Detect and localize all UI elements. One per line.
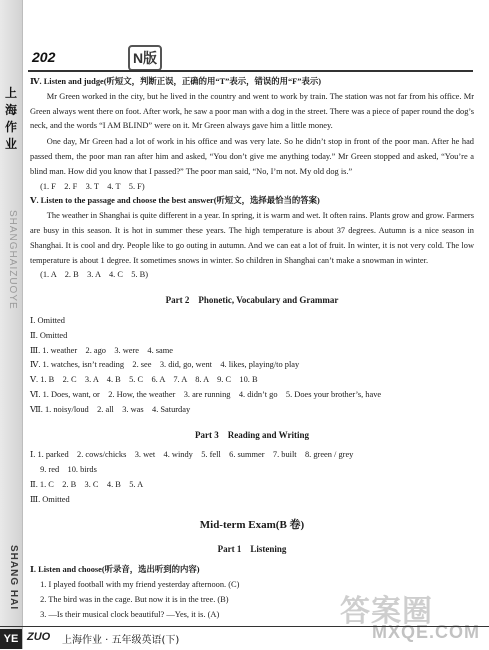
answer-line: Ⅱ. Omitted bbox=[30, 330, 68, 340]
answer-content bbox=[30, 75, 474, 622]
paragraph: One day, Mr Green had a lot of work in his office and was very late. So he didn’t stop in front of the poor man. After he had passed them, the poor man ran after him and asked, “You don’t give me anything today.” Mr Green stopped and asked, “You’re a blind man. How did you know that I passed?” The poor man said, “No, I’m not. My old dog is.” bbox=[30, 137, 474, 176]
answer-line: 3. —Is their musical clock beautiful? —Yes, it is. (A) bbox=[40, 609, 220, 619]
watermark-text: 答案圈 bbox=[340, 594, 433, 629]
answer-line: Ⅴ. 1. B 2. C 3. A 4. B 5. C 6. A 7. A 8. A 9. C 10. B bbox=[30, 375, 258, 385]
footer-zuo: ZUO bbox=[27, 631, 51, 643]
page-footer bbox=[0, 626, 489, 650]
answer-line: Ⅲ. Omitted bbox=[30, 494, 70, 504]
watermark-url: MXQE.COM bbox=[372, 622, 481, 642]
answer-line: (1. A 2. B 3. A 4. C 5. B) bbox=[40, 270, 149, 280]
answer-line: Ⅲ. 1. weather 2. ago 3. were 4. same bbox=[30, 345, 173, 355]
part-title: Part 3 Reading and Writing bbox=[195, 429, 309, 440]
answer-line: Ⅰ. 1. parked 2. cows/chicks 3. wet 4. windy 5. fell 6. summer 7. built 8. green / grey bbox=[30, 450, 354, 460]
page-number: 202 bbox=[32, 49, 56, 65]
side-chinese-title: 上海作业 bbox=[4, 86, 17, 151]
answer-line: 2. The bird was in the cage. But now it is in the tree. (B) bbox=[40, 594, 229, 604]
answer-line: Ⅱ. 1. C 2. B 3. C 4. B 5. A bbox=[30, 479, 144, 489]
exam-title: Mid-term Exam(B 卷) bbox=[199, 518, 305, 531]
side-band bbox=[0, 0, 23, 649]
part-title: Part 1 Listening bbox=[217, 544, 287, 555]
answer-line: (1. F 2. F 3. T 4. T 5. F) bbox=[40, 181, 145, 191]
paragraph: The weather in Shanghai is quite different in a year. In spring, it is warm and wet. It often rains. Plants grow and grow. Farmers are busy in this season. It is hot in summer these years. The high temperature is about 37 degrees. Autumn is a nice season in Shanghai. It is cool and dry. People like to go outing in autumn. And we can eat a lot of fruit. In winter, it is not very cold. The low temperature is about 1 degree. It sometimes snows in winter. So children in Shanghai can’t make a snowman in winter. bbox=[30, 211, 474, 265]
answer-line: Ⅵ. 1. Does, want, or 2. How, the weather 3. are running 4. didn’t go 5. Does your brother’s, have bbox=[30, 389, 382, 399]
section-heading: Ⅳ. Listen and judge(听短文，判断正误，正确的用“T”表示，错误的用“F”表示) bbox=[30, 77, 322, 86]
footer-title: 上海作业 · 五年级英语(下) bbox=[62, 635, 180, 646]
answer-line: Ⅰ. Omitted bbox=[30, 315, 65, 325]
side-bottom-title: SHANG HAI bbox=[8, 545, 19, 611]
answer-line: Ⅶ. 1. noisy/loud 2. all 3. was 4. Saturday bbox=[30, 404, 191, 414]
section-heading: Ⅰ. Listen and choose(听录音，选出听到的内容) bbox=[30, 565, 200, 575]
side-pinyin-title: SHANGHAIZUOYE bbox=[7, 210, 18, 310]
section-heading: Ⅴ. Listen to the passage and choose the best answer(听短文，选择最恰当的答案) bbox=[30, 196, 320, 206]
paragraph: Mr Green worked in the city, but he lived in the country and went to work by train. The station was not far from his office. Mr Green always went there on foot. After work, he saw a poor man with a dog in the street. There was a piece of paper round the dog’s neck, and the words “I AM BLIND” were on it. Mr Green always gave him a little money. bbox=[30, 91, 474, 131]
footer-badge: YE bbox=[0, 629, 22, 649]
answer-line: 9. red 10. birds bbox=[40, 465, 97, 475]
answer-line: 1. I played football with my friend yesterday afternoon. (C) bbox=[40, 579, 240, 589]
answer-line: Ⅳ. 1. watches, isn’t reading 2. see 3. did, go, went 4. likes, playing/to play bbox=[30, 360, 300, 370]
page-header bbox=[28, 43, 468, 71]
part-title: Part 2 Phonetic, Vocabulary and Grammar bbox=[165, 295, 339, 306]
edition-logo: N版 bbox=[128, 45, 162, 71]
header-rule bbox=[28, 70, 473, 72]
